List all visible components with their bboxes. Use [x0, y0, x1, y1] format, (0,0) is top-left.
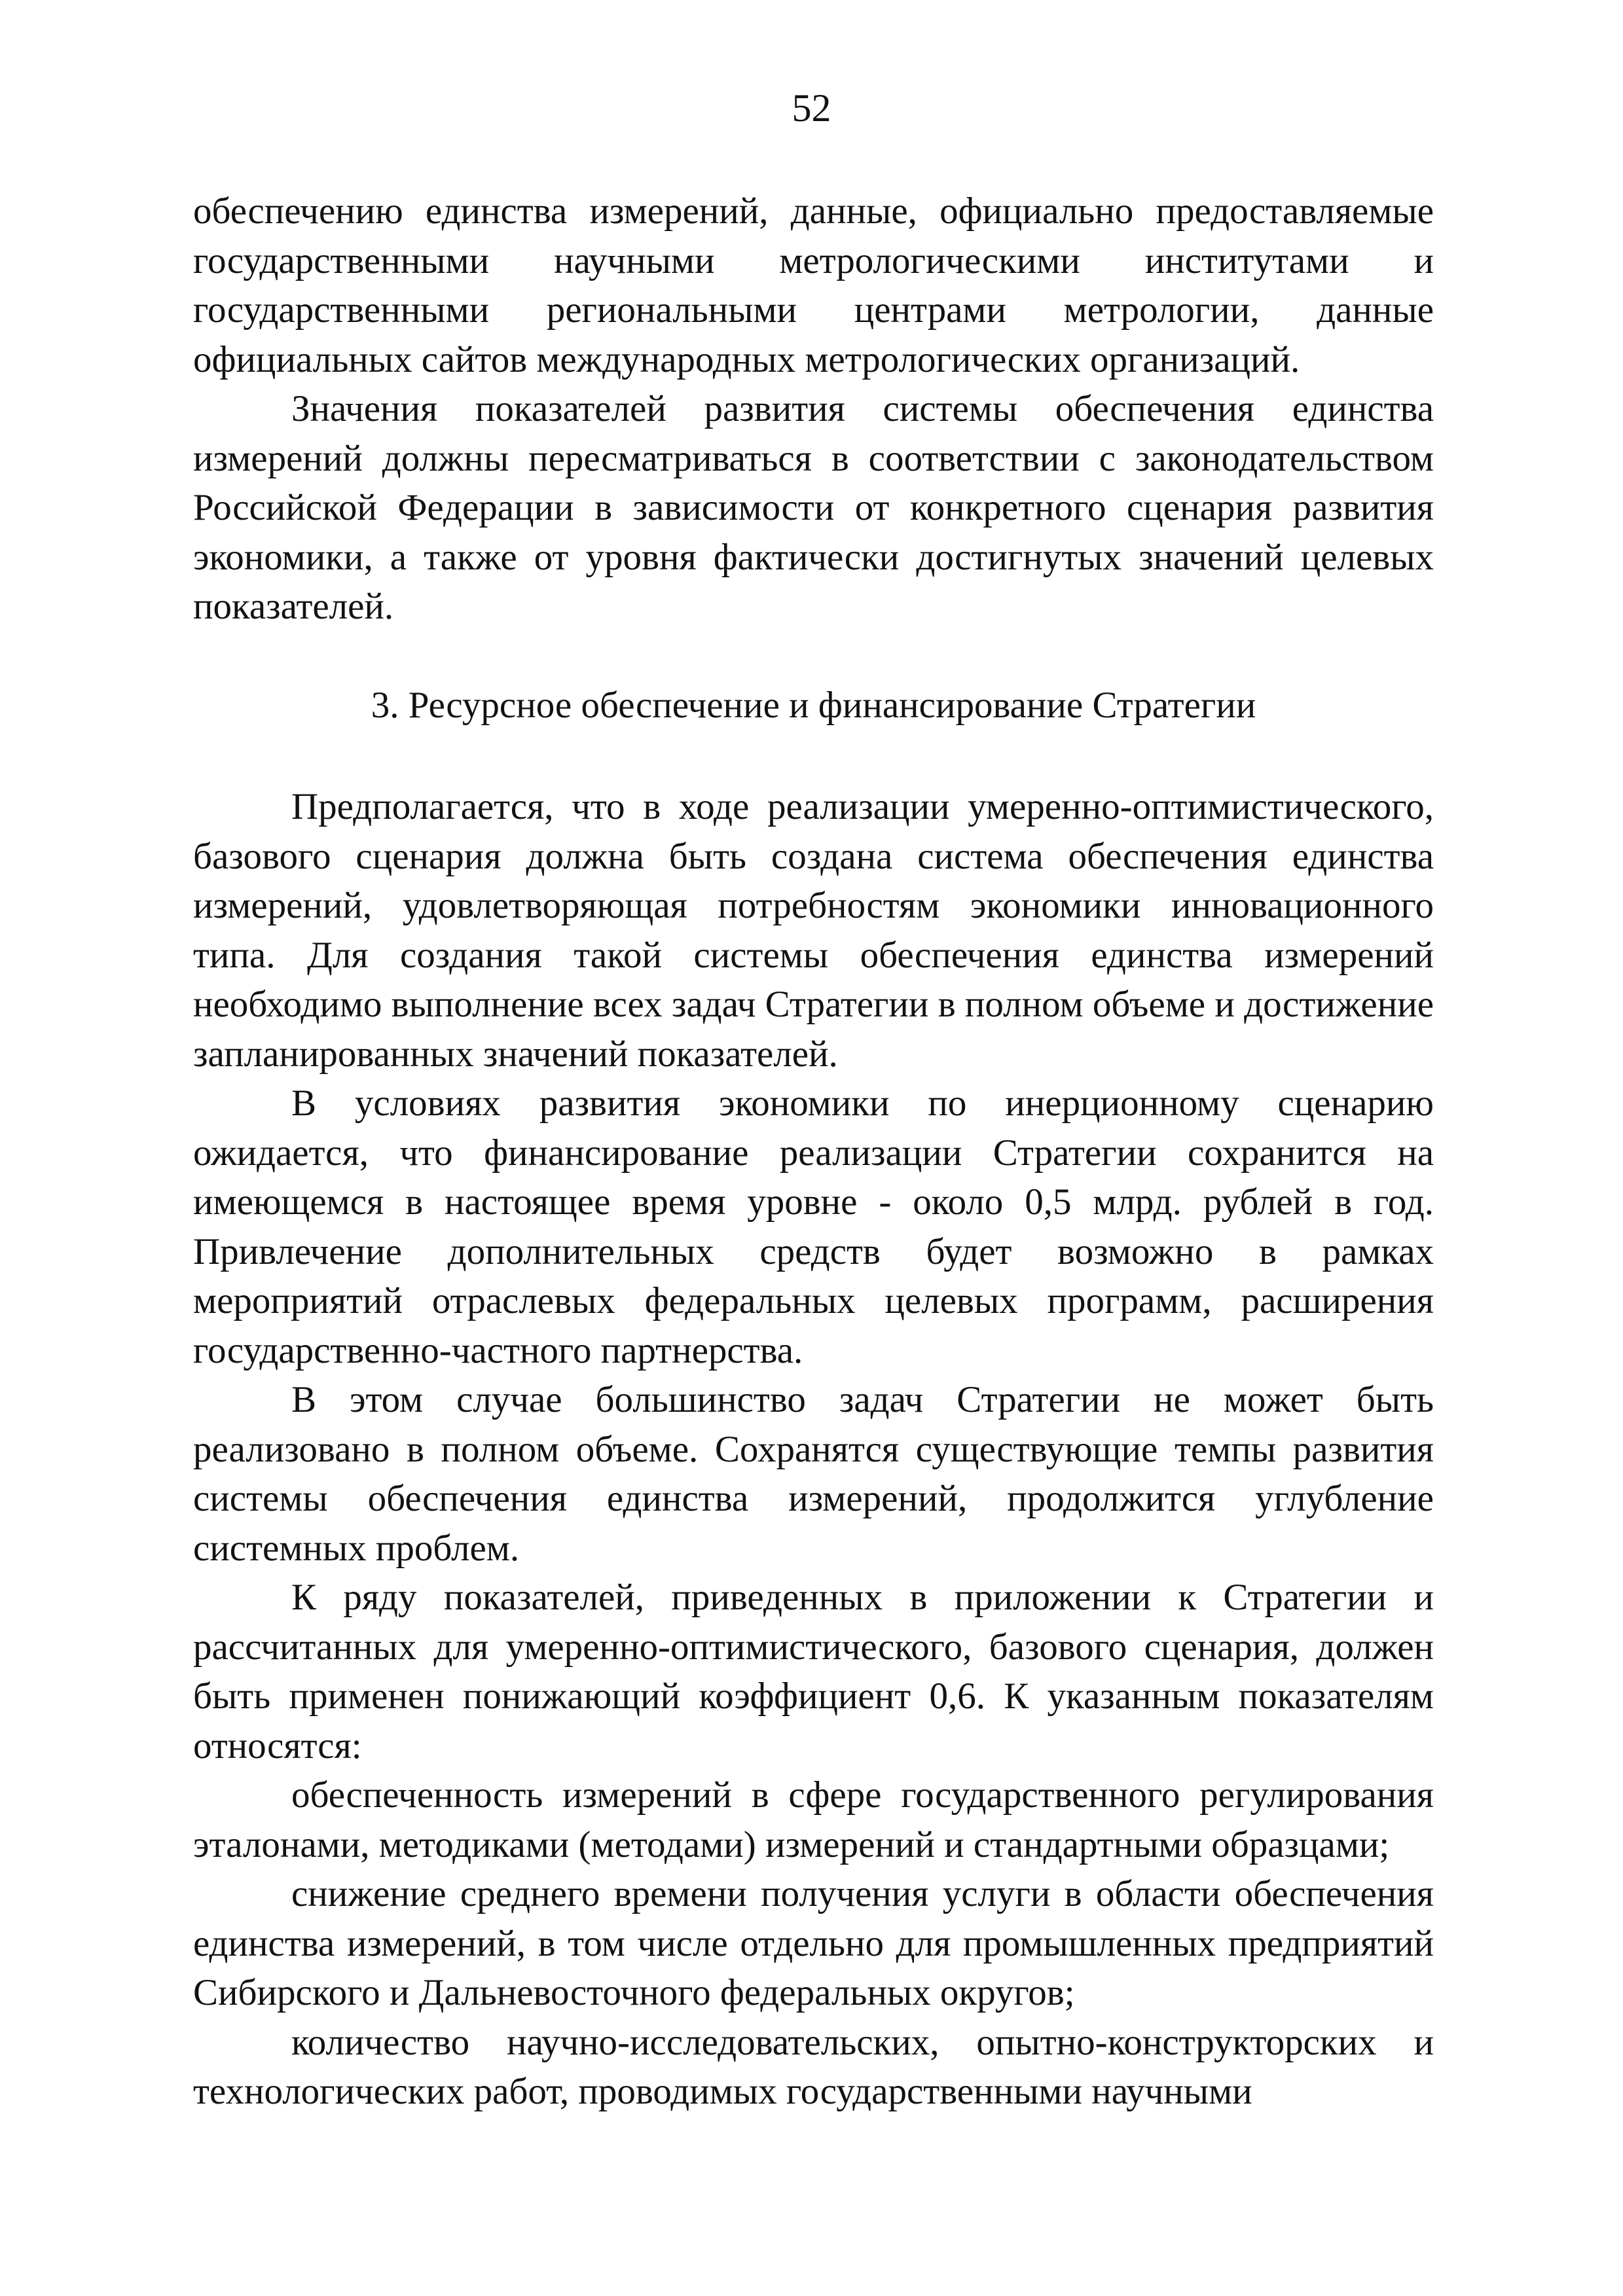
paragraph-continuation: обеспечению единства измерений, данные, официально предоставляемые государственными научными метрологическими институтами и государственными региональными центрами метрологии, данные официальных сайтов международных метрологических организаций.	[193, 190, 1434, 380]
section-heading: 3. Ресурсное обеспечение и финансирование Стратегии	[371, 684, 1256, 726]
document-body	[193, 187, 1434, 2117]
paragraph-consequences: В этом случае большинство задач Стратегии не может быть реализовано в полном объеме. Сохранятся существующие темпы развития системы обеспечения единства измерений, продолжится углубление системных проблем.	[193, 1379, 1434, 1569]
paragraph-reduction-coefficient: К ряду показателей, приведенных в приложении к Стратегии и рассчитанных для умеренно-оптимистического, базового сценария, должен быть применен понижающий коэффициент 0,6. К указанным показателям относятся:	[193, 1577, 1434, 1767]
list-item-research-works: количество научно-исследовательских, опытно-конструкторских и технологических работ, проводимых государственными научными	[193, 2021, 1434, 2112]
page-number: 52	[792, 86, 831, 130]
paragraph-basic-scenario: Предполагается, что в ходе реализации умеренно-оптимистического, базового сценария должна быть создана система обеспечения единства измерений, удовлетворяющая потребностям экономики инновационного типа. Для создания такой системы обеспечения единства измерений необходимо выполнение всех задач Стратегии в полном объеме и достижение запланированных значений показателей.	[193, 786, 1434, 1075]
list-item-measurement-provision: обеспеченность измерений в сфере государственного регулирования эталонами, методиками (методами) измерений и стандартными образцами;	[193, 1774, 1434, 1865]
paragraph-indicator-revision: Значения показателей развития системы обеспечения единства измерений должны пересматриваться в соответствии с законодательством Российской Федерации в зависимости от конкретного сценария развития экономики, а также от уровня фактически достигнутых значений целевых показателей.	[193, 388, 1434, 627]
paragraph-inertial-scenario: В условиях развития экономики по инерционному сценарию ожидается, что финансирование реализации Стратегии сохранится на имеющемся в настоящее время уровне - около 0,5 млрд. рублей в год. Привлечение дополнительных средств будет возможно в рамках мероприятий отраслевых федеральных целевых программ, расширения государственно-частного партнерства.	[193, 1083, 1434, 1371]
list-item-service-time: снижение среднего времени получения услуги в области обеспечения единства измерений, в том числе отдельно для промышленных предприятий Сибирского и Дальневосточного федеральных округов;	[193, 1873, 1434, 2013]
